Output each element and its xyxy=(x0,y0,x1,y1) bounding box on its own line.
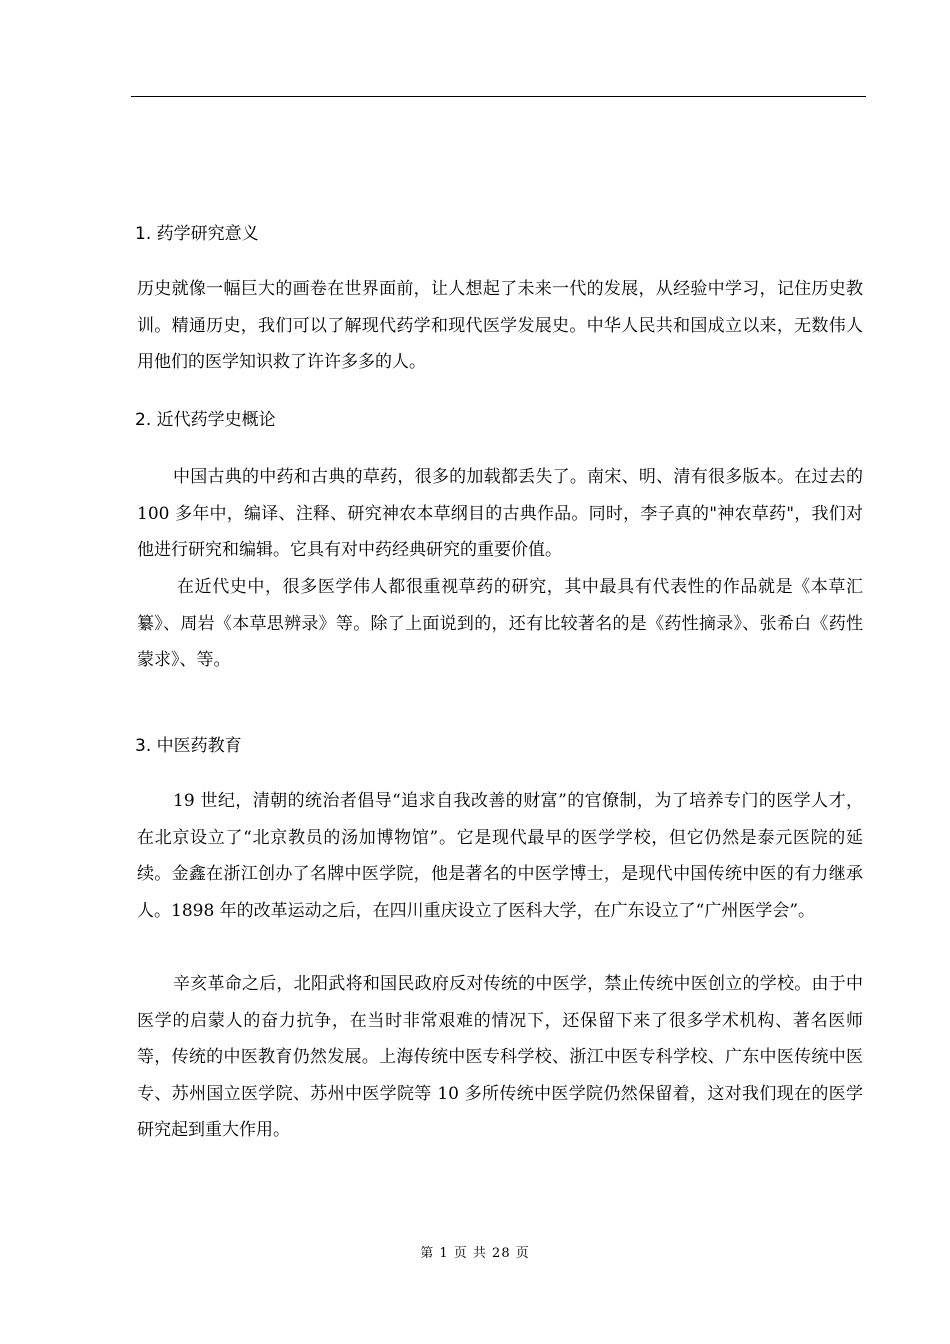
section-heading-1: 1. 药学研究意义 xyxy=(135,224,259,244)
section-heading-3: 3. 中医药教育 xyxy=(135,736,242,756)
section-heading-2: 2. 近代药学史概论 xyxy=(135,410,276,430)
section-2-paragraph-2: 在近代史中，很多医学伟人都很重视草药的研究，其中最具有代表性的作品就是《本草汇纂》、周岩《本草思辨录》等。除了上面说到的，还有比较著名的是《药性摘录》、张希白《药性蒙求》、等。 xyxy=(137,577,863,670)
header-rule xyxy=(131,96,866,97)
section-3-paragraph-2: 辛亥革命之后，北阳武将和国民政府反对传统的中医学，禁止传统中医创立的学校。由于中医学的启蒙人的奋力抗争，在当时非常艰难的情况下，还保留下来了很多学术机构、著名医师等，传统的中医教育仍然发展。上海传统中医专科学校、浙江中医专科学校、广东中医传统中医专、苏州国立医学院、苏州中医学院等 10 多所传统中医学院仍然保留着，这对我们现在的医学研究起到重大作用。 xyxy=(137,974,863,1140)
page-footer: 第 1 页 共 28 页 xyxy=(420,1246,530,1261)
section-3-paragraph-1: 19 世纪，清朝的统治者倡导“追求自我改善的财富”的官僚制，为了培养专门的医学人才，在北京设立了“北京教员的汤加博物馆”。它是现代最早的医学学校，但它仍然是泰元医院的延续。金鑫在浙江创办了名牌中医学院，他是著名的中医学博士，是现代中国传统中医的有力继承人。1898 年的改革运动之后，在四川重庆设立了医科大学，在广东设立了“广州医学会”。 xyxy=(137,791,863,921)
section-1-paragraph-1: 历史就像一幅巨大的画卷在世界面前，让人想起了未来一代的发展，从经验中学习，记住历史教训。精通历史，我们可以了解现代药学和现代医学发展史。中华人民共和国成立以来，无数伟人用他们的医学知识救了许许多多的人。 xyxy=(137,279,863,372)
section-2-paragraph-1: 中国古典的中药和古典的草药，很多的加载都丢失了。南宋、明、清有很多版本。在过去的 100 多年中，编译、注释、研究神农本草纲目的古典作品。同时，李子真的"神农草药"，我们对他进行研究和编辑。它具有对中药经典研究的重要价值。 xyxy=(137,467,863,560)
